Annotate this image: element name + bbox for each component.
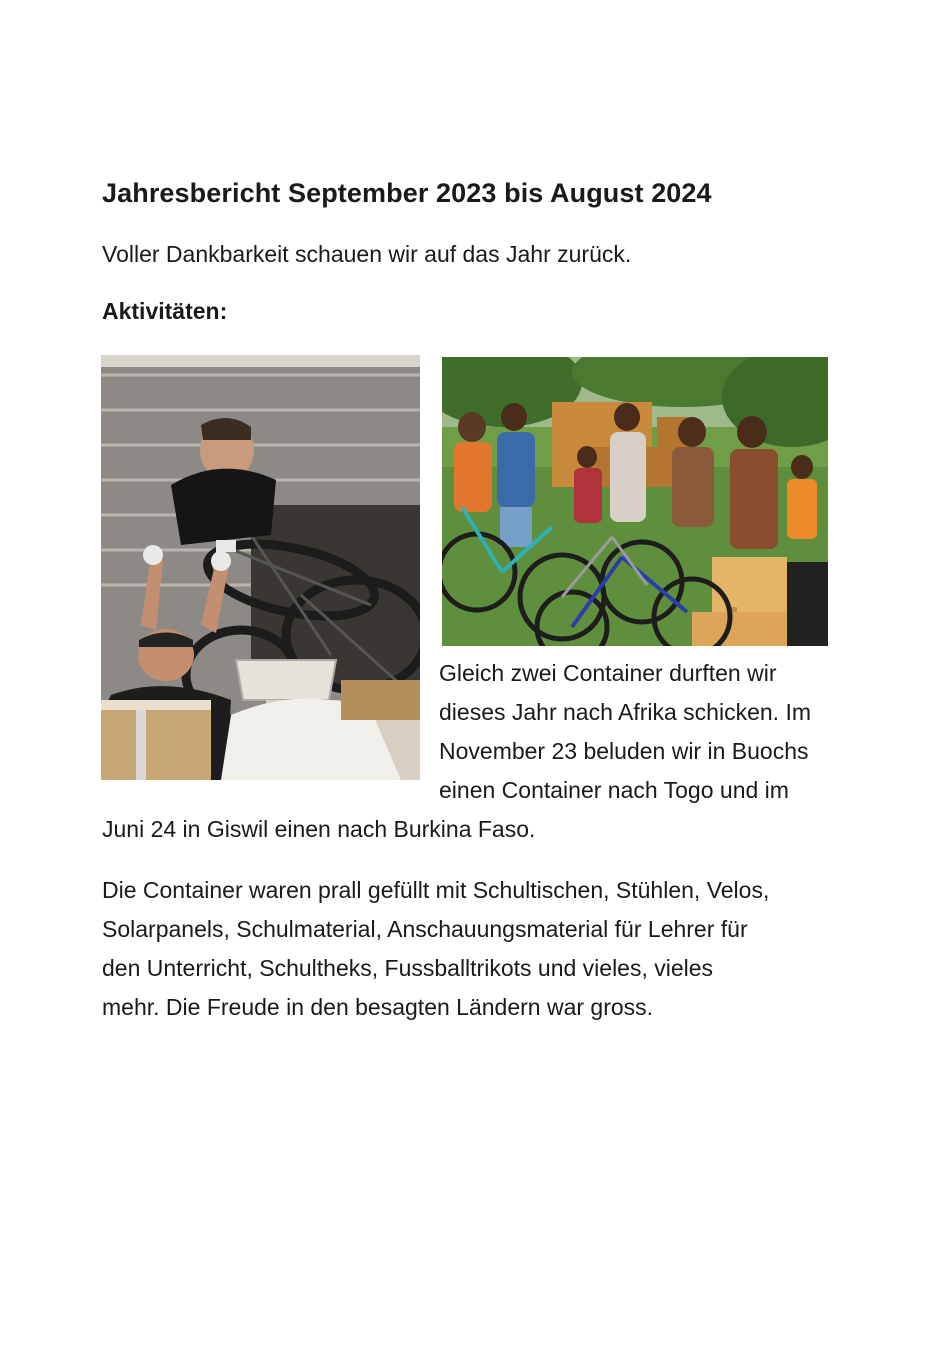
paragraph2-line-1: Die Container waren prall gefüllt mit Schultischen, Stühlen, Velos, (102, 877, 770, 903)
paragraph2-line-2: Solarpanels, Schulmaterial, Anschauungsmaterial für Lehrer für (102, 916, 748, 942)
intro-text: Voller Dankbarkeit schauen wir auf das Jahr zurück. (102, 241, 632, 267)
paragraph1-line-5: Juni 24 in Giswil einen nach Burkina Faso. (102, 816, 536, 842)
photo-children-bicycles (442, 357, 828, 646)
paragraph2 (102, 871, 769, 1027)
report-title: Jahresbericht September 2023 bis August 2024 (102, 178, 712, 208)
paragraph1-line-1: Gleich zwei Container durften wir (439, 660, 777, 686)
paragraph2-line-4: mehr. Die Freude in den besagten Ländern war gross. (102, 994, 654, 1020)
paragraph1-line-4: einen Container nach Togo und im (439, 777, 789, 803)
paragraph1-line-3: November 23 beluden wir in Buochs (439, 738, 809, 764)
paragraph2-line-3: den Unterricht, Schultheks, Fussballtrikots und vieles, vieles (102, 955, 714, 981)
paragraph1-line-2: dieses Jahr nach Afrika schicken. Im (439, 699, 811, 725)
photo-container-loading (101, 355, 420, 780)
section-heading-activities: Aktivitäten: (102, 298, 228, 324)
